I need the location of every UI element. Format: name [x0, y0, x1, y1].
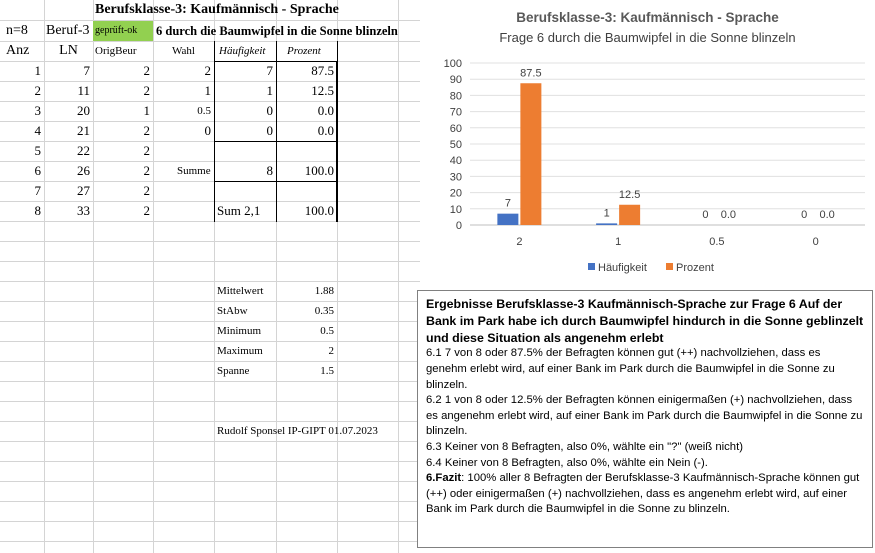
bar-prozent — [520, 83, 541, 225]
x-tick-label: 0 — [812, 236, 819, 248]
stat-label[interactable]: Mittelwert — [217, 285, 264, 297]
cell-ln[interactable]: 27 — [77, 183, 90, 198]
status-badge[interactable]: geprüft-ok — [93, 21, 153, 41]
cell-orig[interactable]: 2 — [143, 123, 150, 138]
data-label: 87.5 — [520, 67, 542, 80]
cell-anz[interactable]: 3 — [34, 103, 41, 118]
cell-wahl[interactable]: 1 — [204, 83, 211, 98]
result-conclusion — [426, 471, 864, 518]
summe-label[interactable]: Summe — [177, 165, 211, 177]
gridline — [0, 241, 420, 242]
stat-value[interactable]: 0.5 — [320, 325, 334, 337]
author-credit[interactable]: Rudolf Sponsel IP-GIPT 01.07.2023 — [217, 425, 378, 437]
question-label[interactable]: 6 durch die Baumwipfel in die Sonne blinzeln — [156, 24, 398, 38]
data-label: 0 — [702, 209, 709, 221]
gridline — [0, 401, 420, 402]
y-tick-label: 100 — [443, 58, 462, 70]
header-origbeur[interactable]: OrigBeur — [95, 45, 137, 57]
chart-plot — [420, 0, 875, 285]
y-tick-label: 70 — [449, 106, 462, 119]
sum21-label[interactable]: Sum 2,1 — [217, 203, 261, 218]
x-tick-label: 2 — [516, 236, 523, 248]
data-label: 12.5 — [618, 188, 641, 201]
header-haeufigkeit[interactable]: Häufigkeit — [219, 45, 266, 57]
result-paragraph: 6.3 Keiner von 8 Befragten, also 0%, wählte ein "?" (weiß nicht) — [426, 440, 743, 453]
stat-label[interactable]: Minimum — [217, 325, 262, 337]
header-prozent[interactable]: Prozent — [287, 45, 321, 57]
x-tick-label: 1 — [615, 236, 622, 248]
gridline — [0, 321, 420, 322]
cell-ln[interactable]: 33 — [77, 203, 90, 218]
cell-wahl[interactable]: 0.5 — [197, 105, 211, 117]
x-tick-label: 0.5 — [709, 236, 725, 248]
bar-chart[interactable] — [420, 0, 875, 285]
results-heading: Ergebnisse Berufsklasse-3 Kaufmännisch-Sprache zur Frage 6 Auf der Bank im Park habe ich durch Baumwipfel hindurch in die Sonne geblinzelt und diese Situation als angenehm erlebt — [426, 297, 864, 345]
gridline — [0, 261, 420, 262]
cell-ln[interactable]: 11 — [77, 83, 90, 98]
y-tick-label: 90 — [449, 74, 462, 87]
result-paragraph: 6.1 7 von 8 oder 87.5% der Befragten können gut (++) nachvollziehen, dass es genehm erlebt wird, auf einer Bank im Park durch die Baumwipfel in die Sonne zu blinzeln. — [426, 347, 835, 391]
stat-label[interactable]: StAbw — [217, 305, 248, 317]
stat-value[interactable]: 1.5 — [320, 365, 334, 377]
gridline — [0, 481, 420, 482]
summe-haeufigkeit[interactable]: 8 — [266, 163, 273, 178]
cell-ln[interactable]: 22 — [77, 143, 90, 158]
stat-value[interactable]: 2 — [328, 345, 334, 357]
y-tick-label: 20 — [449, 187, 462, 200]
y-tick-label: 40 — [449, 155, 462, 168]
summe-prozent[interactable]: 100.0 — [304, 163, 334, 178]
sum21-prozent[interactable]: 100.0 — [304, 203, 334, 218]
data-label: 0 — [801, 209, 808, 221]
stat-label[interactable]: Spanne — [217, 365, 250, 377]
gridline — [0, 541, 420, 542]
legend-entry: Prozent — [676, 262, 714, 274]
cell-anz[interactable]: 5 — [34, 143, 41, 158]
cell-anz[interactable]: 6 — [34, 163, 41, 178]
y-tick-label: 0 — [455, 220, 462, 232]
chart-subtitle: Frage 6 durch die Baumwipfel in die Sonne blinzeln — [499, 30, 796, 45]
legend-swatch — [588, 263, 595, 270]
header-ln[interactable]: LN — [59, 43, 78, 58]
spreadsheet-grid[interactable] — [0, 0, 420, 553]
n-label[interactable]: n=8 — [6, 23, 28, 38]
data-label: 0.0 — [819, 209, 835, 221]
table-border — [214, 181, 337, 182]
cell-ln[interactable]: 26 — [77, 163, 90, 178]
cell-prozent[interactable]: 12.5 — [311, 83, 334, 98]
cell-orig[interactable]: 2 — [143, 163, 150, 178]
cell-ln[interactable]: 20 — [77, 103, 90, 118]
header-anz[interactable]: Anz — [6, 43, 30, 58]
table-border — [337, 41, 338, 222]
cell-ln[interactable]: 21 — [77, 123, 90, 138]
cell-wahl[interactable]: 0 — [204, 123, 211, 138]
cell-anz[interactable]: 1 — [34, 63, 41, 78]
cell-haeufigkeit[interactable]: 7 — [266, 63, 273, 78]
cell-wahl[interactable]: 2 — [204, 63, 211, 78]
gridline — [0, 441, 420, 442]
result-paragraph: 6.4 Keiner von 8 Befragten, also 0%, wählte ein Nein (-). — [426, 456, 708, 469]
gridline — [0, 341, 420, 342]
conclusion-label: 6.Fazit — [426, 472, 462, 485]
gridline — [0, 281, 420, 282]
table-border — [214, 141, 337, 142]
bar-haeufigkeit — [596, 223, 617, 225]
stat-label[interactable]: Maximum — [217, 345, 263, 357]
result-paragraph: 6.2 1 von 8 oder 12.5% der Befragten können einigermaßen (+) nachvollziehen, dass es angenehm erlebt wird, auf einer Bank im Park durch die Baumwipfel in die Sonne zu blinzeln. — [426, 394, 863, 438]
cell-orig[interactable]: 1 — [143, 103, 150, 118]
results-textbox[interactable] — [417, 290, 873, 548]
cell-orig[interactable]: 2 — [143, 63, 150, 78]
cell-anz[interactable]: 2 — [34, 83, 41, 98]
sheet-title[interactable]: Berufsklasse-3: Kaufmännisch - Sprache — [95, 2, 339, 17]
gridline — [0, 461, 420, 462]
cell-prozent[interactable]: 0.0 — [317, 103, 334, 118]
cell-haeufigkeit[interactable]: 0 — [266, 123, 273, 138]
gridline — [398, 0, 399, 553]
y-tick-label: 30 — [449, 171, 462, 184]
legend-entry: Häufigkeit — [598, 262, 647, 274]
chart-title: Berufsklasse-3: Kaufmännisch - Sprache — [516, 10, 779, 25]
gridline — [0, 381, 420, 382]
cell-anz[interactable]: 8 — [34, 203, 41, 218]
cell-anz[interactable]: 4 — [34, 123, 41, 138]
gridline — [0, 501, 420, 502]
cell-haeufigkeit[interactable]: 1 — [266, 83, 273, 98]
gridline — [0, 361, 420, 362]
cell-orig[interactable]: 2 — [143, 143, 150, 158]
cell-prozent[interactable]: 0.0 — [317, 123, 334, 138]
y-tick-label: 80 — [449, 90, 462, 103]
cell-orig[interactable]: 2 — [143, 203, 150, 218]
legend-swatch — [666, 263, 673, 270]
header-wahl[interactable]: Wahl — [172, 45, 195, 57]
cell-haeufigkeit[interactable]: 0 — [266, 103, 273, 118]
cell-prozent[interactable]: 87.5 — [311, 63, 334, 78]
cell-orig[interactable]: 2 — [143, 183, 150, 198]
y-tick-label: 10 — [449, 203, 462, 216]
bar-haeufigkeit — [497, 214, 518, 225]
cell-ln[interactable]: 7 — [83, 63, 90, 78]
stat-value[interactable]: 0.35 — [314, 305, 334, 317]
stat-value[interactable]: 1.88 — [314, 285, 334, 297]
data-label: 7 — [504, 197, 511, 210]
cell-orig[interactable]: 2 — [143, 83, 150, 98]
gridline — [0, 521, 420, 522]
bar-prozent — [619, 205, 640, 225]
gridline — [0, 301, 420, 302]
conclusion-text: : 100% aller 8 Befragten der Berufsklasse-3 Kaufmännisch-Sprache können gut (++) oder einigermaßen (+) nachvollziehen, dass es angenehm erlebt wird, auf einer Bank im Park durch die Baumwipfel in die Sonne zu blinzeln. — [426, 472, 860, 516]
y-tick-label: 60 — [449, 122, 462, 135]
y-tick-label: 50 — [449, 139, 462, 151]
data-label: 0.0 — [720, 209, 737, 221]
cell-anz[interactable]: 7 — [34, 183, 41, 198]
data-label: 1 — [603, 207, 610, 220]
group-label[interactable]: Beruf-3 — [46, 23, 90, 38]
